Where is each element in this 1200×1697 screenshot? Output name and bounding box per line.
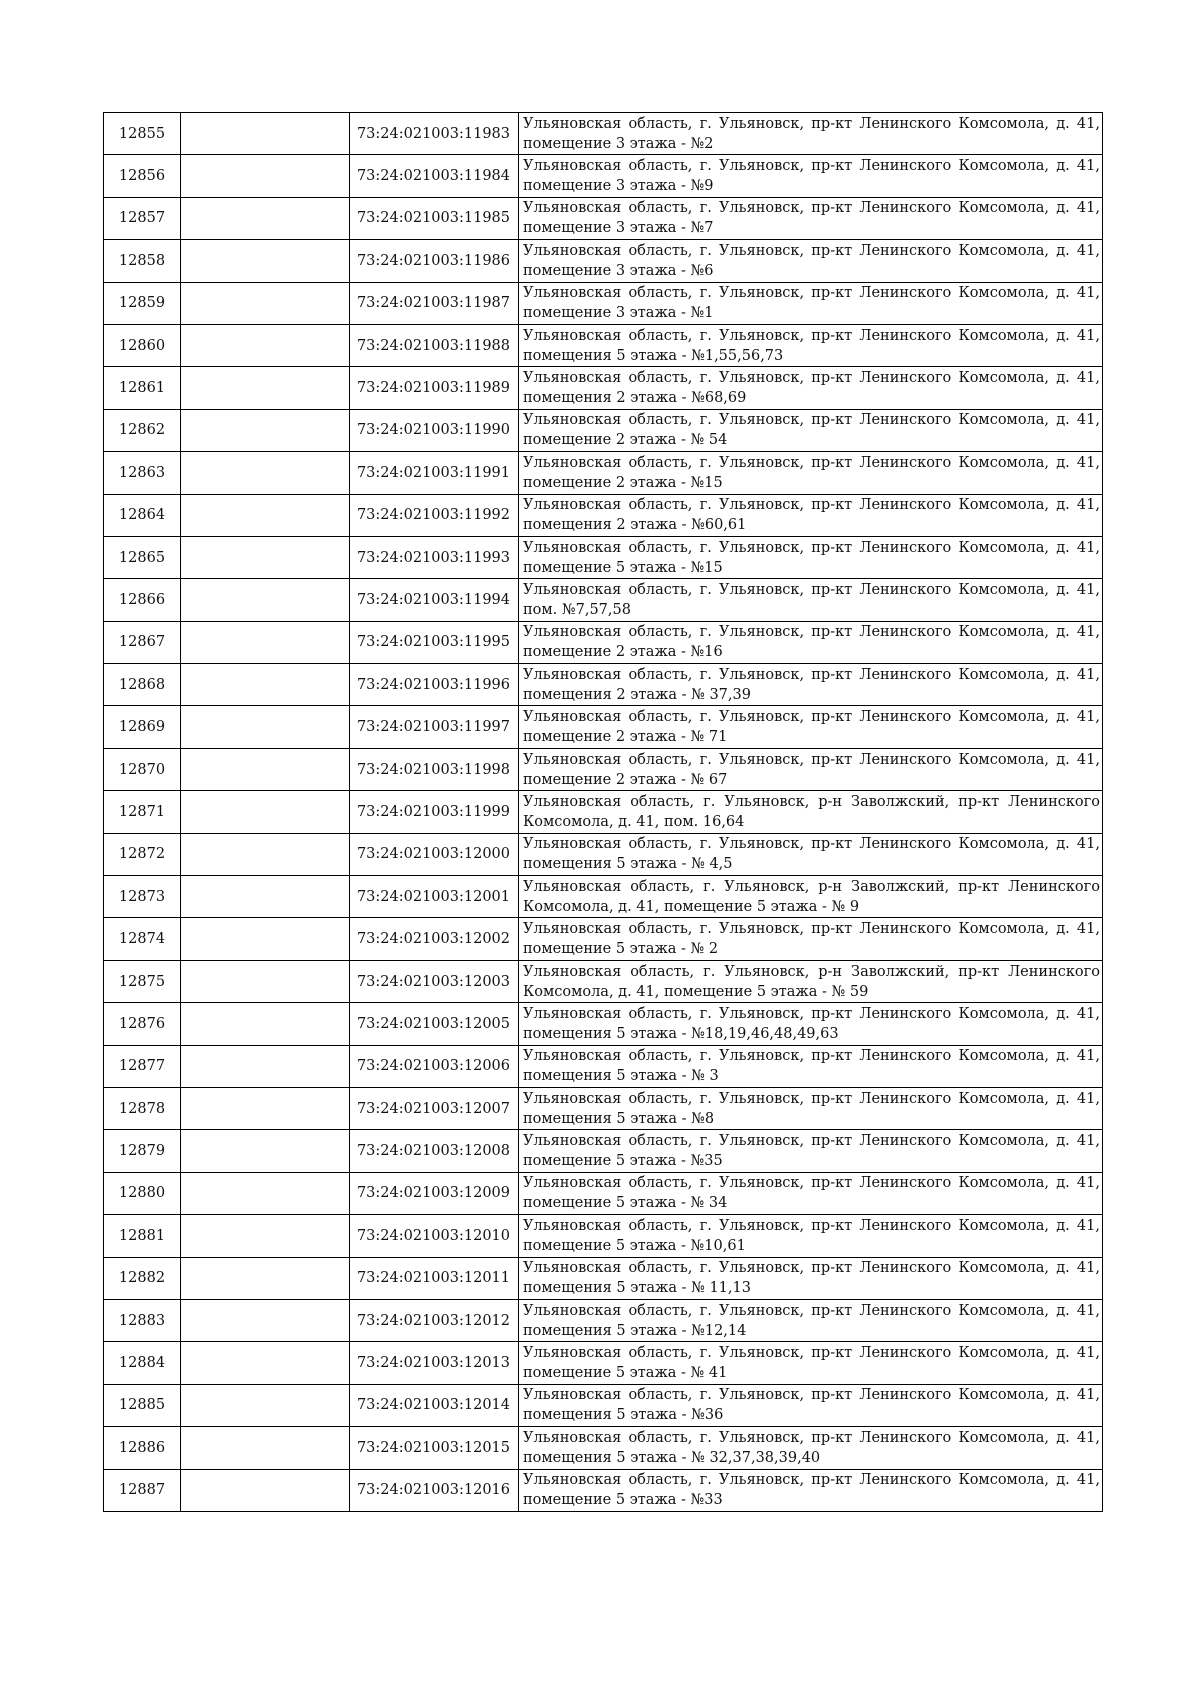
empty-cell: [181, 536, 350, 578]
empty-cell: [181, 282, 350, 324]
cadastral-number-cell: 73:24:021003:11984: [350, 155, 519, 197]
table-row: [104, 324, 1103, 366]
address-cell: Ульяновская область, г. Ульяновск, пр-кт Ленинского Комсомола, д. 41, помещения 2 этажа - №60,61: [519, 494, 1103, 536]
address-cell: Ульяновская область, г. Ульяновск, пр-кт Ленинского Комсомола, д. 41, помещение 5 этажа - №35: [519, 1130, 1103, 1172]
cadastral-number-cell: 73:24:021003:11987: [350, 282, 519, 324]
cadastral-number-cell: 73:24:021003:11983: [350, 113, 519, 155]
row-number-cell: 12866: [104, 579, 181, 621]
empty-cell: [181, 1003, 350, 1045]
cadastral-number-cell: 73:24:021003:12006: [350, 1045, 519, 1087]
cadastral-number-cell: 73:24:021003:11989: [350, 367, 519, 409]
address-cell: Ульяновская область, г. Ульяновск, пр-кт Ленинского Комсомола, д. 41, помещения 5 этажа - № 11,13: [519, 1257, 1103, 1299]
empty-cell: [181, 1215, 350, 1257]
cadastral-number-cell: 73:24:021003:11998: [350, 748, 519, 790]
address-cell: Ульяновская область, г. Ульяновск, пр-кт Ленинского Комсомола, д. 41, помещения 5 этажа - №1,55,56,73: [519, 324, 1103, 366]
row-number-cell: 12862: [104, 409, 181, 451]
cadastral-number-cell: 73:24:021003:12010: [350, 1215, 519, 1257]
cadastral-number-cell: 73:24:021003:11988: [350, 324, 519, 366]
empty-cell: [181, 918, 350, 960]
cadastral-number-cell: 73:24:021003:11985: [350, 197, 519, 239]
cadastral-number-cell: 73:24:021003:12005: [350, 1003, 519, 1045]
address-cell: Ульяновская область, г. Ульяновск, пр-кт Ленинского Комсомола, д. 41, помещение 2 этажа - №16: [519, 621, 1103, 663]
cadastral-number-cell: 73:24:021003:11993: [350, 536, 519, 578]
empty-cell: [181, 960, 350, 1002]
row-number-cell: 12868: [104, 664, 181, 706]
table-row: [104, 1469, 1103, 1511]
empty-cell: [181, 197, 350, 239]
address-cell: Ульяновская область, г. Ульяновск, пр-кт Ленинского Комсомола, д. 41, помещения 5 этажа - № 32,37,38,39,40: [519, 1427, 1103, 1469]
empty-cell: [181, 494, 350, 536]
row-number-cell: 12876: [104, 1003, 181, 1045]
address-cell: Ульяновская область, г. Ульяновск, пр-кт Ленинского Комсомола, д. 41, помещение 3 этажа - №6: [519, 240, 1103, 282]
table-row: [104, 1003, 1103, 1045]
address-cell: Ульяновская область, г. Ульяновск, р-н Заволжский, пр-кт Ленинского Комсомола, д. 41, пом. 16,64: [519, 791, 1103, 833]
row-number-cell: 12880: [104, 1172, 181, 1214]
cadastral-number-cell: 73:24:021003:12008: [350, 1130, 519, 1172]
row-number-cell: 12865: [104, 536, 181, 578]
row-number-cell: 12872: [104, 833, 181, 875]
row-number-cell: 12887: [104, 1469, 181, 1511]
row-number-cell: 12884: [104, 1342, 181, 1384]
table-row: [104, 1427, 1103, 1469]
empty-cell: [181, 1469, 350, 1511]
table-row: [104, 197, 1103, 239]
address-cell: Ульяновская область, г. Ульяновск, пр-кт Ленинского Комсомола, д. 41, помещения 5 этажа - №12,14: [519, 1299, 1103, 1341]
address-cell: Ульяновская область, г. Ульяновск, пр-кт Ленинского Комсомола, д. 41, помещение 5 этажа - № 34: [519, 1172, 1103, 1214]
row-number-cell: 12871: [104, 791, 181, 833]
empty-cell: [181, 1299, 350, 1341]
table-row: [104, 1299, 1103, 1341]
row-number-cell: 12882: [104, 1257, 181, 1299]
address-cell: Ульяновская область, г. Ульяновск, пр-кт Ленинского Комсомола, д. 41, помещение 2 этажа - № 54: [519, 409, 1103, 451]
table-row: [104, 1172, 1103, 1214]
empty-cell: [181, 791, 350, 833]
row-number-cell: 12885: [104, 1384, 181, 1426]
table-row: [104, 621, 1103, 663]
cadastral-number-cell: 73:24:021003:11995: [350, 621, 519, 663]
table-row: [104, 1215, 1103, 1257]
document-page: [103, 112, 1102, 1512]
cadastral-number-cell: 73:24:021003:12016: [350, 1469, 519, 1511]
address-cell: Ульяновская область, г. Ульяновск, пр-кт Ленинского Комсомола, д. 41, помещения 5 этажа - № 3: [519, 1045, 1103, 1087]
table-row: [104, 664, 1103, 706]
table-row: [104, 791, 1103, 833]
row-number-cell: 12861: [104, 367, 181, 409]
table-row: [104, 1257, 1103, 1299]
row-number-cell: 12857: [104, 197, 181, 239]
row-number-cell: 12858: [104, 240, 181, 282]
address-cell: Ульяновская область, г. Ульяновск, пр-кт Ленинского Комсомола, д. 41, помещения 5 этажа - № 4,5: [519, 833, 1103, 875]
empty-cell: [181, 1172, 350, 1214]
empty-cell: [181, 324, 350, 366]
cadastral-number-cell: 73:24:021003:12001: [350, 876, 519, 918]
cadastral-number-cell: 73:24:021003:12014: [350, 1384, 519, 1426]
empty-cell: [181, 1087, 350, 1129]
row-number-cell: 12881: [104, 1215, 181, 1257]
cadastral-number-cell: 73:24:021003:11994: [350, 579, 519, 621]
empty-cell: [181, 1342, 350, 1384]
row-number-cell: 12870: [104, 748, 181, 790]
empty-cell: [181, 1130, 350, 1172]
empty-cell: [181, 240, 350, 282]
address-cell: Ульяновская область, г. Ульяновск, пр-кт Ленинского Комсомола, д. 41, помещение 3 этажа - №7: [519, 197, 1103, 239]
cadastral-number-cell: 73:24:021003:12009: [350, 1172, 519, 1214]
address-cell: Ульяновская область, г. Ульяновск, пр-кт Ленинского Комсомола, д. 41, помещение 3 этажа - №9: [519, 155, 1103, 197]
cadastral-number-cell: 73:24:021003:11992: [350, 494, 519, 536]
address-cell: Ульяновская область, г. Ульяновск, пр-кт Ленинского Комсомола, д. 41, помещение 3 этажа - №2: [519, 113, 1103, 155]
table-row: [104, 409, 1103, 451]
address-cell: Ульяновская область, г. Ульяновск, пр-кт Ленинского Комсомола, д. 41, помещение 5 этажа - № 41: [519, 1342, 1103, 1384]
address-cell: Ульяновская область, г. Ульяновск, пр-кт Ленинского Комсомола, д. 41, помещение 3 этажа - №1: [519, 282, 1103, 324]
empty-cell: [181, 1384, 350, 1426]
cadastral-number-cell: 73:24:021003:12002: [350, 918, 519, 960]
table-row: [104, 282, 1103, 324]
row-number-cell: 12867: [104, 621, 181, 663]
cadastral-number-cell: 73:24:021003:12011: [350, 1257, 519, 1299]
address-cell: Ульяновская область, г. Ульяновск, пр-кт Ленинского Комсомола, д. 41, помещение 2 этажа - №15: [519, 452, 1103, 494]
address-cell: Ульяновская область, г. Ульяновск, пр-кт Ленинского Комсомола, д. 41, помещение 5 этажа - № 2: [519, 918, 1103, 960]
address-cell: Ульяновская область, г. Ульяновск, пр-кт Ленинского Комсомола, д. 41, помещения 5 этажа - №36: [519, 1384, 1103, 1426]
empty-cell: [181, 833, 350, 875]
row-number-cell: 12873: [104, 876, 181, 918]
empty-cell: [181, 579, 350, 621]
row-number-cell: 12883: [104, 1299, 181, 1341]
empty-cell: [181, 1427, 350, 1469]
table-row: [104, 918, 1103, 960]
cadastral-number-cell: 73:24:021003:12012: [350, 1299, 519, 1341]
table-row: [104, 1342, 1103, 1384]
address-cell: Ульяновская область, г. Ульяновск, р-н Заволжский, пр-кт Ленинского Комсомола, д. 41, помещение 5 этажа - № 9: [519, 876, 1103, 918]
address-cell: Ульяновская область, г. Ульяновск, пр-кт Ленинского Комсомола, д. 41, помещение 5 этажа - №15: [519, 536, 1103, 578]
table-row: [104, 536, 1103, 578]
row-number-cell: 12877: [104, 1045, 181, 1087]
empty-cell: [181, 706, 350, 748]
row-number-cell: 12869: [104, 706, 181, 748]
empty-cell: [181, 113, 350, 155]
address-cell: Ульяновская область, г. Ульяновск, пр-кт Ленинского Комсомола, д. 41, помещение 5 этажа - №10,61: [519, 1215, 1103, 1257]
table-row: [104, 113, 1103, 155]
cadastral-number-cell: 73:24:021003:11990: [350, 409, 519, 451]
registry-table: [103, 112, 1103, 1512]
table-row: [104, 1045, 1103, 1087]
empty-cell: [181, 876, 350, 918]
row-number-cell: 12859: [104, 282, 181, 324]
cadastral-number-cell: 73:24:021003:11986: [350, 240, 519, 282]
table-row: [104, 494, 1103, 536]
cadastral-number-cell: 73:24:021003:12013: [350, 1342, 519, 1384]
cadastral-number-cell: 73:24:021003:12000: [350, 833, 519, 875]
address-cell: Ульяновская область, г. Ульяновск, пр-кт Ленинского Комсомола, д. 41, помещение 5 этажа - №33: [519, 1469, 1103, 1511]
table-row: [104, 876, 1103, 918]
cadastral-number-cell: 73:24:021003:11991: [350, 452, 519, 494]
cadastral-number-cell: 73:24:021003:11997: [350, 706, 519, 748]
table-row: [104, 1130, 1103, 1172]
empty-cell: [181, 155, 350, 197]
cadastral-number-cell: 73:24:021003:11999: [350, 791, 519, 833]
address-cell: Ульяновская область, г. Ульяновск, пр-кт Ленинского Комсомола, д. 41, помещения 2 этажа - №68,69: [519, 367, 1103, 409]
empty-cell: [181, 452, 350, 494]
row-number-cell: 12875: [104, 960, 181, 1002]
table-row: [104, 960, 1103, 1002]
empty-cell: [181, 621, 350, 663]
cadastral-number-cell: 73:24:021003:12015: [350, 1427, 519, 1469]
empty-cell: [181, 409, 350, 451]
row-number-cell: 12860: [104, 324, 181, 366]
empty-cell: [181, 367, 350, 409]
address-cell: Ульяновская область, г. Ульяновск, пр-кт Ленинского Комсомола, д. 41, помещения 2 этажа - № 37,39: [519, 664, 1103, 706]
table-row: [104, 1384, 1103, 1426]
table-row: [104, 240, 1103, 282]
row-number-cell: 12886: [104, 1427, 181, 1469]
row-number-cell: 12874: [104, 918, 181, 960]
cadastral-number-cell: 73:24:021003:11996: [350, 664, 519, 706]
table-row: [104, 579, 1103, 621]
address-cell: Ульяновская область, г. Ульяновск, пр-кт Ленинского Комсомола, д. 41, помещения 5 этажа - №8: [519, 1087, 1103, 1129]
table-row: [104, 1087, 1103, 1129]
cadastral-number-cell: 73:24:021003:12003: [350, 960, 519, 1002]
row-number-cell: 12863: [104, 452, 181, 494]
empty-cell: [181, 1257, 350, 1299]
row-number-cell: 12855: [104, 113, 181, 155]
table-row: [104, 452, 1103, 494]
table-row: [104, 833, 1103, 875]
empty-cell: [181, 748, 350, 790]
address-cell: Ульяновская область, г. Ульяновск, пр-кт Ленинского Комсомола, д. 41, помещение 2 этажа - № 71: [519, 706, 1103, 748]
row-number-cell: 12879: [104, 1130, 181, 1172]
row-number-cell: 12878: [104, 1087, 181, 1129]
address-cell: Ульяновская область, г. Ульяновск, пр-кт Ленинского Комсомола, д. 41, помещение 2 этажа - № 67: [519, 748, 1103, 790]
table-row: [104, 706, 1103, 748]
registry-table-body: [104, 113, 1103, 1512]
address-cell: Ульяновская область, г. Ульяновск, пр-кт Ленинского Комсомола, д. 41, помещения 5 этажа - №18,19,46,48,49,63: [519, 1003, 1103, 1045]
empty-cell: [181, 1045, 350, 1087]
table-row: [104, 155, 1103, 197]
address-cell: Ульяновская область, г. Ульяновск, р-н Заволжский, пр-кт Ленинского Комсомола, д. 41, помещение 5 этажа - № 59: [519, 960, 1103, 1002]
row-number-cell: 12864: [104, 494, 181, 536]
address-cell: Ульяновская область, г. Ульяновск, пр-кт Ленинского Комсомола, д. 41, пом. №7,57,58: [519, 579, 1103, 621]
cadastral-number-cell: 73:24:021003:12007: [350, 1087, 519, 1129]
table-row: [104, 748, 1103, 790]
table-row: [104, 367, 1103, 409]
row-number-cell: 12856: [104, 155, 181, 197]
empty-cell: [181, 664, 350, 706]
